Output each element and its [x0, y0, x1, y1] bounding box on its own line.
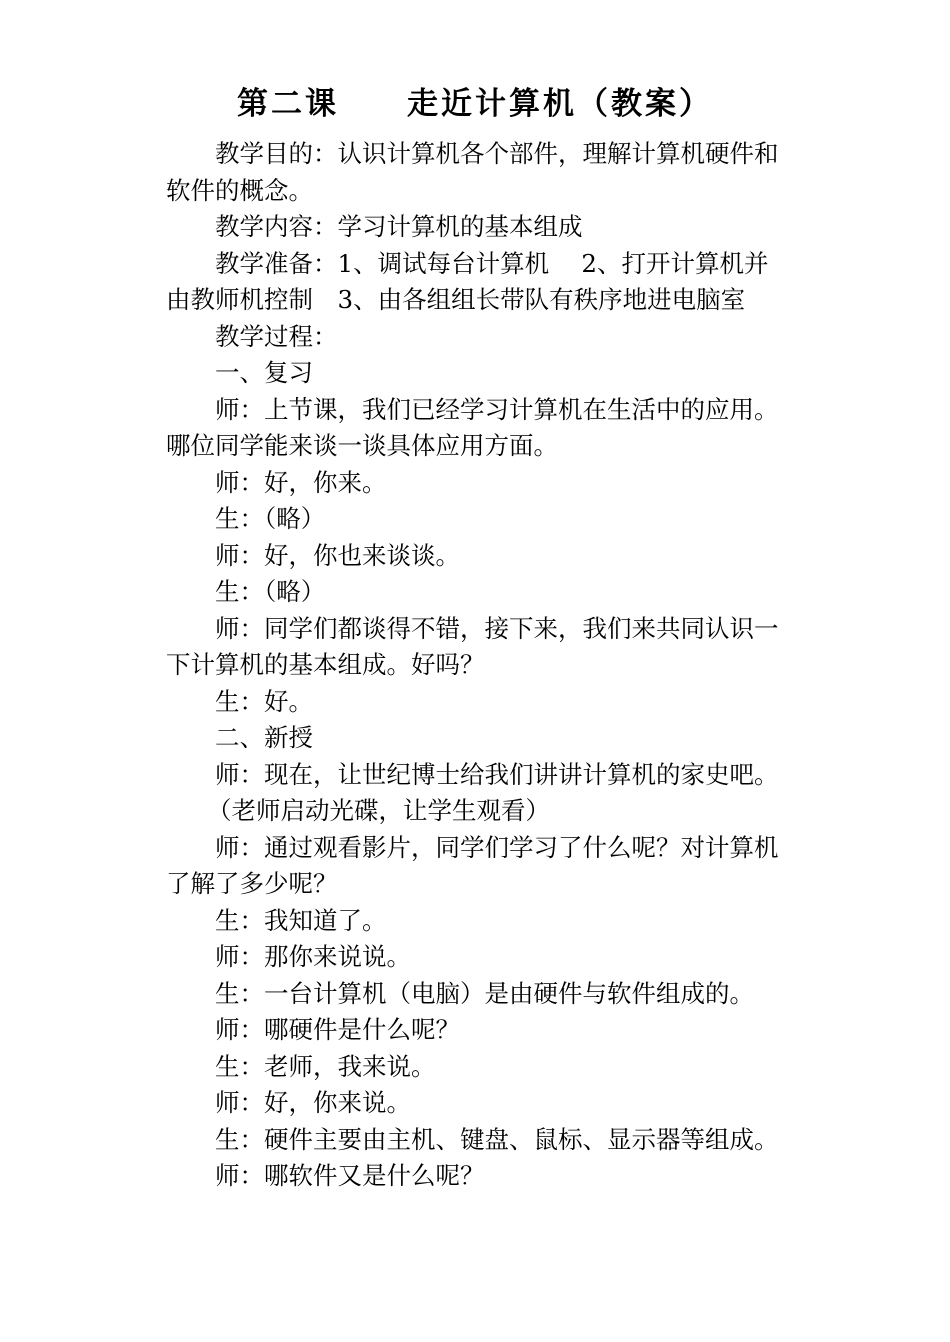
dialogue-line: 师：好，你也来谈谈。	[215, 540, 460, 570]
document-title: 第二课 走近计算机（教案）	[237, 86, 713, 122]
stage-direction: （老师启动光碟，让学生观看）	[207, 796, 550, 825]
dialogue-line: 师：哪硬件是什么呢？	[215, 1015, 460, 1044]
dialogue-line: 生：老师，我来说。	[215, 1051, 436, 1081]
dialogue-line: 师：同学们都谈得不错，接下来，我们来共同认识一下计算机的基本组成。好吗？	[166, 613, 779, 679]
document-body	[166, 136, 792, 1195]
dialogue-line: 师：哪软件又是什么呢？	[215, 1161, 485, 1190]
dialogue-line: 师：上节课，我们已经学习计算机在生活中的应用。哪位同学能来谈一谈具体应用方面。	[166, 394, 779, 460]
paragraph-teaching-process: 教学过程：	[215, 321, 338, 351]
section-heading-review: 一、复习	[215, 358, 313, 387]
dialogue-line: 师：好，你来说。	[215, 1088, 411, 1117]
dialogue-line: 师：那你来说说。	[215, 942, 411, 971]
dialogue-line: 生：硬件主要由主机、键盘、鼠标、显示器等组成。	[215, 1124, 779, 1154]
dialogue-line: 生：我知道了。	[215, 905, 387, 935]
dialogue-line: 生：（略）	[215, 504, 326, 533]
dialogue-line: 师：好，你来。	[215, 467, 387, 497]
dialogue-line: 师：通过观看影片，同学们学习了什么呢？对计算机了解了多少呢？	[166, 832, 779, 898]
paragraph-teaching-content: 教学内容：学习计算机的基本组成	[215, 212, 583, 241]
dialogue-line: 师：现在，让世纪博士给我们讲讲计算机的家史吧。	[215, 759, 779, 789]
section-heading-new-lesson: 二、新授	[215, 723, 313, 752]
dialogue-line: 生：（略）	[215, 577, 326, 606]
paragraph-teaching-goal: 教学目的：认识计算机各个部件，理解计算机硬件和软件的概念。	[166, 139, 779, 205]
dialogue-line: 生：一台计算机（电脑）是由硬件与软件组成的。	[215, 978, 754, 1008]
dialogue-line: 生：好。	[215, 686, 313, 716]
paragraph-teaching-preparation: 教学准备：1、调试每台计算机 2、打开计算机并由教师机控制 3、由各组组长带队有秩序地进电脑室	[166, 248, 769, 314]
